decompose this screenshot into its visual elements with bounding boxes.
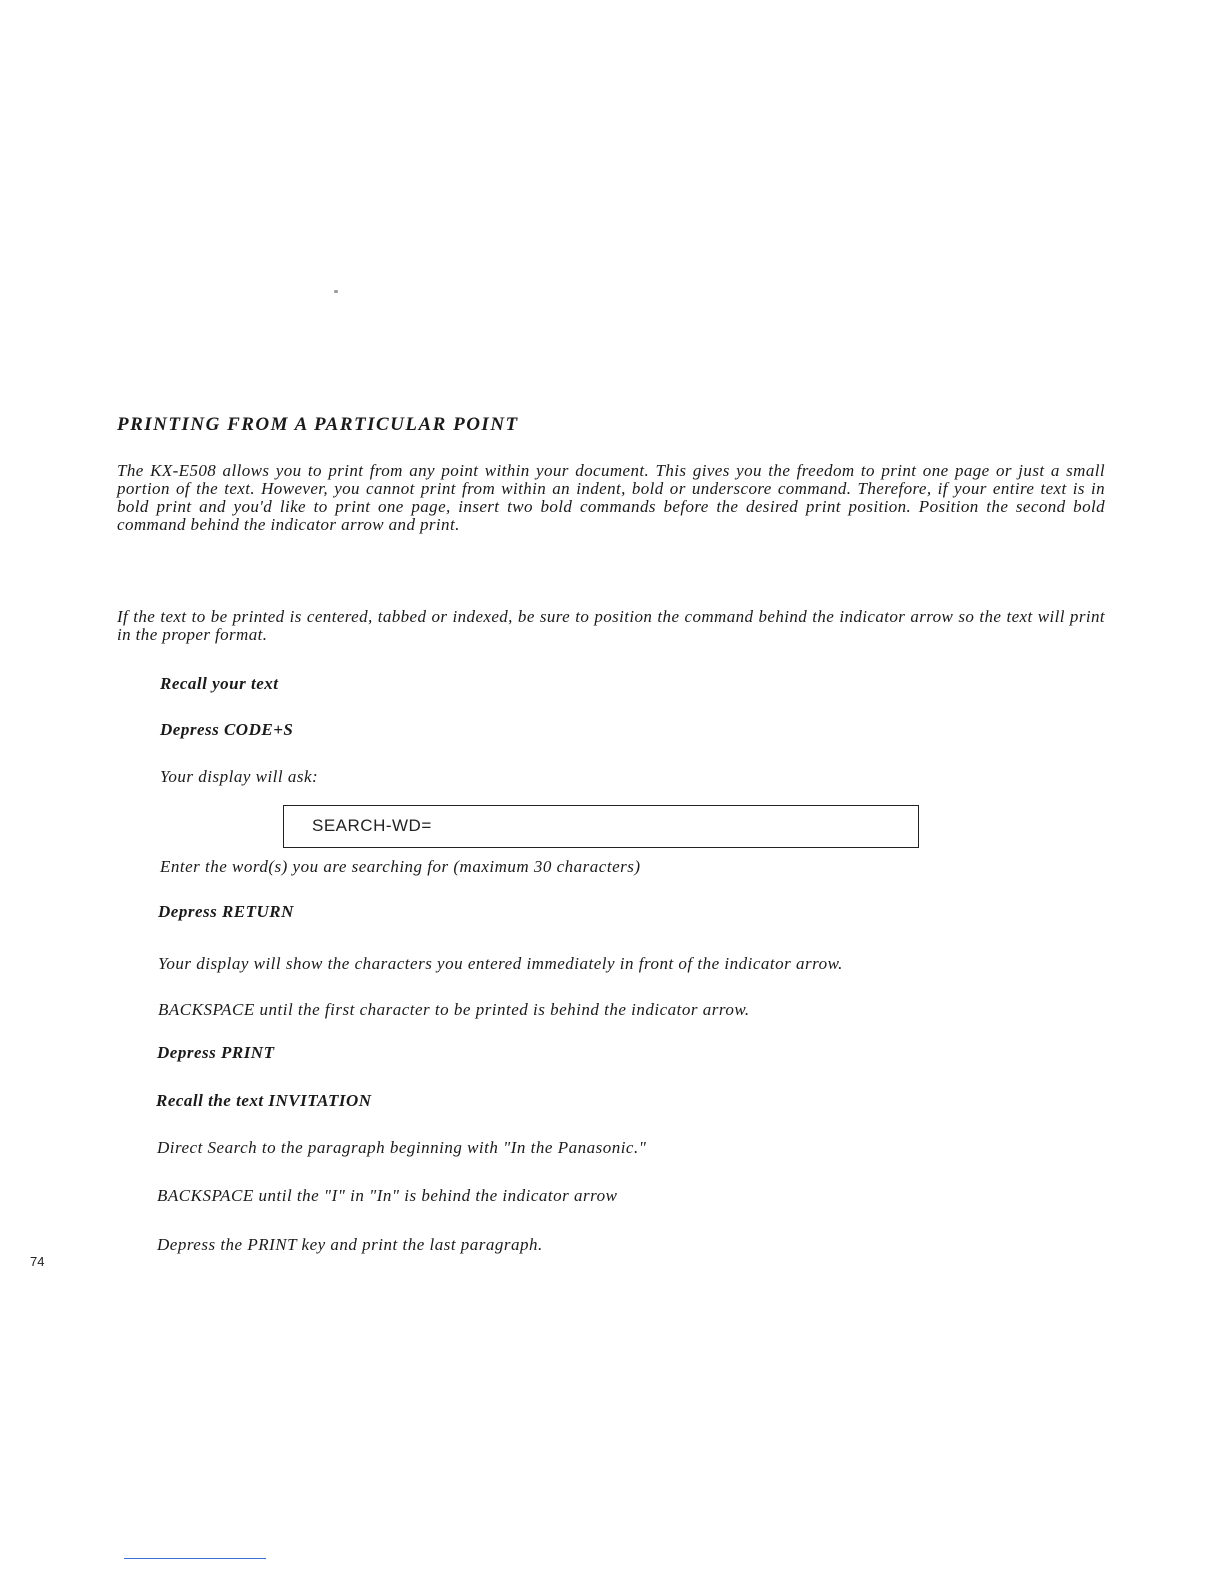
step-backspace-i: BACKSPACE until the "I" in "In" is behind the indicator arrow bbox=[157, 1186, 618, 1205]
footer-rule bbox=[124, 1558, 266, 1559]
display-prompt-box bbox=[283, 805, 919, 848]
scan-speck bbox=[334, 290, 338, 293]
step-display-ask: Your display will ask: bbox=[160, 767, 319, 786]
step-depress-code-s: Depress CODE+S bbox=[160, 720, 294, 739]
page-number: 74 bbox=[30, 1254, 45, 1269]
display-prompt-text: SEARCH-WD= bbox=[312, 816, 432, 835]
step-depress-print: Depress PRINT bbox=[157, 1043, 275, 1062]
step-enter-words: Enter the word(s) you are searching for (maximum 30 characters) bbox=[160, 857, 641, 876]
section-heading: PRINTING FROM A PARTICULAR POINT bbox=[117, 414, 519, 435]
step-depress-print-key: Depress the PRINT key and print the last paragraph. bbox=[157, 1235, 543, 1254]
step-backspace-first: BACKSPACE until the first character to be printed is behind the indicator arrow. bbox=[158, 1000, 750, 1019]
step-depress-return: Depress RETURN bbox=[158, 902, 294, 921]
format-paragraph: If the text to be printed is centered, tabbed or indexed, be sure to position the command behind the indicator arrow so the text will print in the proper format. bbox=[117, 607, 1105, 644]
intro-paragraph: The KX-E508 allows you to print from any point within your document. This gives you the freedom to print one page or just a small portion of the text. However, you cannot print from within an indent, bold or underscore command. Therefore, if your entire text is in bold print and you'd like to print one page, insert two bold commands before the desired print position. Position the second bold command behind the indicator arrow and print. bbox=[117, 461, 1105, 534]
step-recall-text: Recall your text bbox=[160, 674, 279, 693]
step-recall-invitation: Recall the text INVITATION bbox=[156, 1091, 372, 1110]
step-display-show: Your display will show the characters you entered immediately in front of the indicator arrow. bbox=[158, 954, 843, 973]
step-direct-search: Direct Search to the paragraph beginning with "In the Panasonic." bbox=[157, 1138, 647, 1157]
